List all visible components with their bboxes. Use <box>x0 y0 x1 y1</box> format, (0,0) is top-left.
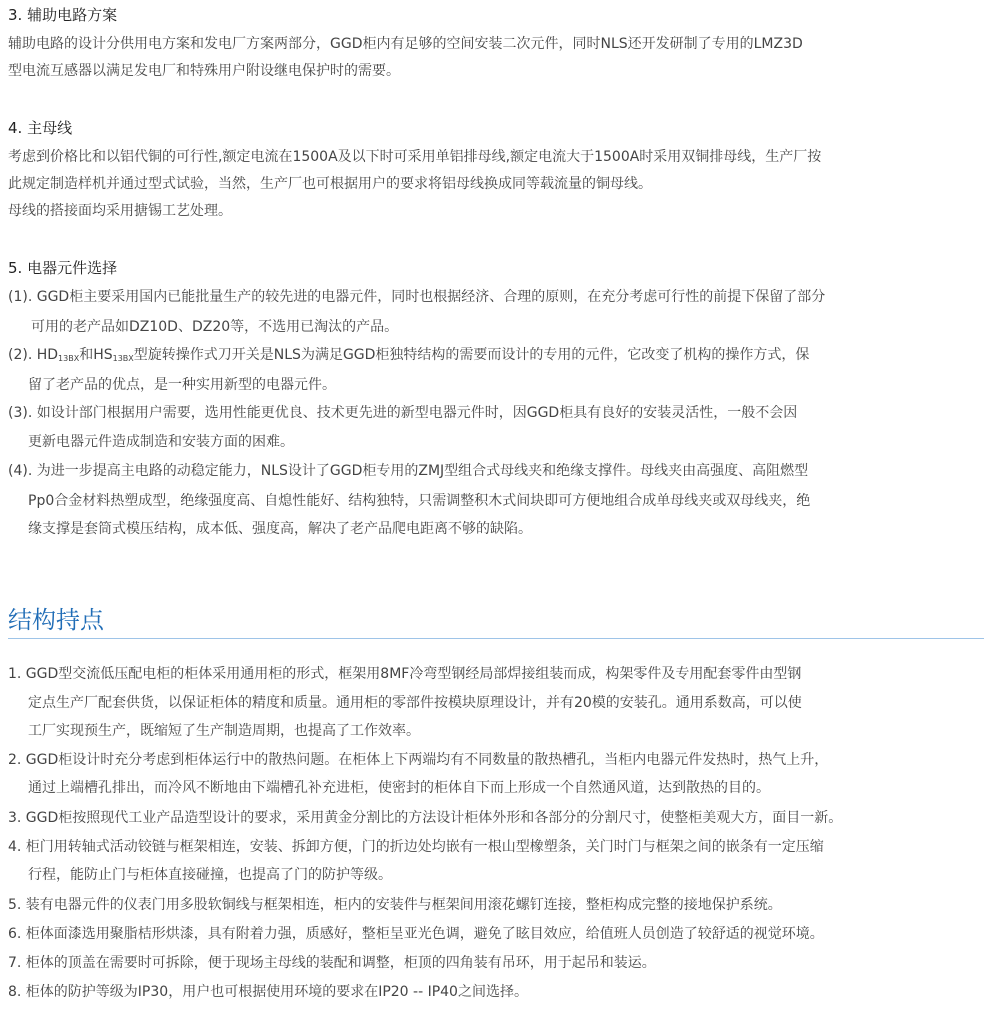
structure-item-2-line-1: 2. GGD柜设计时充分考虑到柜体运行中的散热问题。在柜体上下两端均有不同数量的散热槽孔，当柜内电器元件发热时，热气上升， <box>8 752 829 768</box>
structure-item-8: 8. 柜体的防护等级为IP30，用户也可根据使用环境的要求在IP20 -- IP40之间选择。 <box>8 984 528 1000</box>
section-4-line-1: 考虑到价格比和以铝代铜的可行性,额定电流在1500A及以下时可采用单铝排母线,额定电流大于1500A时采用双铜排母线，生产厂按 <box>8 149 822 165</box>
structure-item-7: 7. 柜体的顶盖在需要时可拆除，便于现场主母线的装配和调整，柜顶的四角装有吊环，用于起吊和装运。 <box>8 955 656 971</box>
structure-item-4-line-1: 4. 柜门用转轴式活动铰链与框架相连，安装、拆卸方便，门的折边处均嵌有一根山型橡塑条，关门时门与框架之间的嵌条有一定压缩 <box>8 839 824 855</box>
structure-item-5: 5. 装有电器元件的仪表门用多股软铜线与框架相连，柜内的安装件与框架间用滚花螺钉连接，整柜构成完整的接地保护系统。 <box>8 897 782 913</box>
structure-item-1-line-1: 1. GGD型交流低压配电柜的柜体采用通用柜的形式，框架用8MF冷弯型钢经局部焊接组装而成，构架零件及专用配套零件由型钢 <box>8 666 802 682</box>
section-divider <box>8 638 984 639</box>
section-5-item-4-line-2: Pp0合金材料热塑成型，绝缘强度高、自熄性能好、结构独特，只需调整积木式间块即可方便地组合成单母线夹或双母线夹，绝 <box>28 493 811 509</box>
section-5-item-1-line-1: (1). GGD柜主要采用国内已能批量生产的较先进的电器元件，同时也根据经济、合理的原则，在充分考虑可行性的前提下保留了部分 <box>8 289 826 305</box>
structure-item-3: 3. GGD柜按照现代工业产品造型设计的要求，采用黄金分割比的方法设计柜体外形和各部分的分割尺寸，使整柜美观大方，面目一新。 <box>8 810 843 826</box>
item-2-subscript-2: 13BX <box>112 354 134 363</box>
structure-item-1-line-2: 定点生产厂配套供货，以保证柜体的精度和质量。通用柜的零部件按模块原理设计，并有20模的安装孔。通用系数高，可以使 <box>28 695 802 711</box>
section-3-heading: 3. 辅助电路方案 <box>8 6 118 24</box>
section-5-item-3-line-2: 更新电器元件造成制造和安装方面的困难。 <box>28 434 294 450</box>
section-5-item-2-line-1 <box>8 341 809 373</box>
item-2-subscript-1: 13BX <box>58 354 80 363</box>
structure-item-2-line-2: 通过上端槽孔排出，而冷风不断地由下端槽孔补充进柜，使密封的柜体自下而上形成一个自然通风道，达到散热的目的。 <box>28 780 770 796</box>
section-5-item-4-line-3: 缘支撑是套筒式模压结构，成本低、强度高，解决了老产品爬电距离不够的缺陷。 <box>28 521 532 537</box>
section-4-heading: 4. 主母线 <box>8 119 73 137</box>
section-5-item-4-line-1: (4). 为进一步提高主电路的动稳定能力，NLS设计了GGD柜专用的ZMJ型组合式母线夹和绝缘支撑件。母线夹由高强度、高阻燃型 <box>8 463 809 479</box>
section-4-line-2: 此规定制造样机并通过型式试验，当然，生产厂也可根据用户的要求将铝母线换成同等载流量的铜母线。 <box>8 176 652 192</box>
section-3-line-2: 型电流互感器以满足发电厂和特殊用户附设继电保护时的需要。 <box>8 63 400 79</box>
section-5-heading: 5. 电器元件选择 <box>8 259 118 277</box>
section-4-line-3: 母线的搭接面均采用搪锡工艺处理。 <box>8 203 232 219</box>
item-2-mid: 和HS <box>79 347 113 363</box>
section-5-item-3-line-1: (3). 如设计部门根据用户需要，选用性能更优良、技术更先进的新型电器元件时，因GGD柜具有良好的安装灵活性，一般不会因 <box>8 405 798 421</box>
item-2-prefix: (2). HD <box>8 347 59 363</box>
structure-item-6: 6. 柜体面漆选用聚脂桔形烘漆，具有附着力强，质感好，整柜呈亚光色调，避免了眩目效应，给值班人员创造了较舒适的视觉环境。 <box>8 926 824 942</box>
structure-item-4-line-2: 行程，能防止门与柜体直接碰撞，也提高了门的防护等级。 <box>28 867 392 883</box>
structure-section-title: 结构持点 <box>8 606 104 634</box>
item-2-rest: 型旋转操作式刀开关是NLS为满足GGD柜独特结构的需要而设计的专用的元件，它改变了机构的操作方式，保 <box>133 347 810 363</box>
section-5-item-2-line-2: 留了老产品的优点，是一种实用新型的电器元件。 <box>28 377 336 393</box>
section-3-line-1: 辅助电路的设计分供用电方案和发电厂方案两部分，GGD柜内有足够的空间安装二次元件，同时NLS还开发研制了专用的LMZ3D <box>8 36 803 52</box>
section-5-item-1-line-2: 可用的老产品如DZ10D、DZ20等，不选用已淘汰的产品。 <box>31 319 399 335</box>
structure-item-1-line-3: 工厂实现预生产，既缩短了生产制造周期，也提高了工作效率。 <box>28 723 420 739</box>
